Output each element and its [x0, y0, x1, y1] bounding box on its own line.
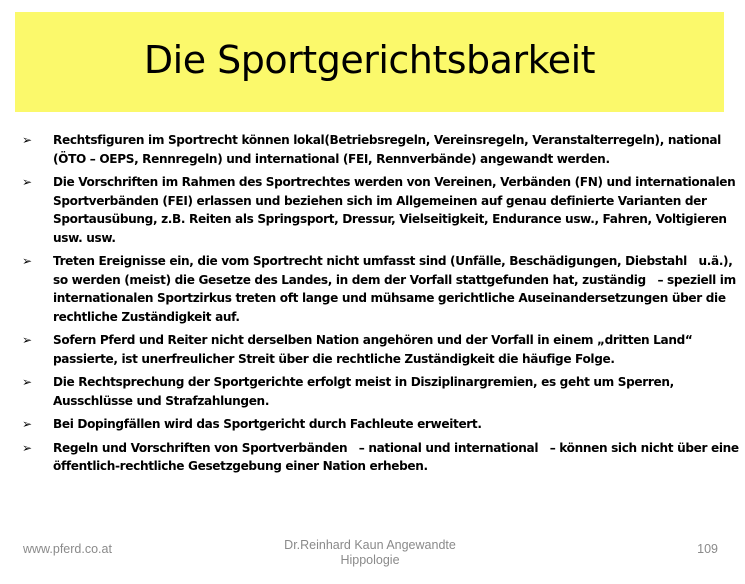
bullet-arrow-icon: ➢: [22, 440, 33, 455]
bullet-line: Bei Dopingfällen wird das Sportgericht durch Fachleute erweitert.: [53, 417, 482, 431]
footer-author: [255, 538, 485, 568]
bullet-line: Die Rechtsprechung der Sportgerichte erfolgt meist in Disziplinargremien, es geht um Sperren,: [53, 375, 674, 389]
bullet-list: [22, 131, 739, 481]
bullet-text: [53, 331, 693, 368]
bullet-arrow-icon: ➢: [22, 133, 33, 147]
bullet-item: [22, 373, 722, 410]
bullet-text: [53, 252, 736, 326]
bullet-line: Regeln und Vorschriften von Sportverbänden – national und international – können sich nicht über eine: [53, 440, 739, 455]
bullet-item: [22, 331, 722, 368]
bullet-arrow-icon: ➢: [22, 175, 33, 189]
bullet-line: Rechtsfiguren im Sportrecht können lokal(Betriebsregeln, Vereinsregeln, Veranstalterregeln), national: [53, 133, 721, 147]
footer-page-number: 109: [697, 542, 718, 556]
bullet-text: [53, 415, 482, 434]
title-banner: [15, 12, 724, 112]
bullet-text: [53, 373, 674, 410]
bullet-line: so werden (meist) die Gesetze des Landes, in dem der Vorfall stattgefunden hat, zuständig – speziell im: [53, 272, 736, 287]
slide-title: Die Sportgerichtsbarkeit: [143, 38, 596, 82]
bullet-arrow-icon: ➢: [22, 254, 33, 268]
bullet-arrow-icon: ➢: [22, 333, 33, 347]
bullet-text: [53, 439, 739, 476]
bullet-line: Treten Ereignisse ein, die vom Sportrecht nicht umfasst sind (Unfälle, Beschädigungen, Diebstahl u.ä.),: [53, 254, 733, 268]
bullet-line: Sportausübung, z.B. Reiten als Springsport, Dressur, Vielseitigkeit, Endurance usw., Fahren, Voltigieren: [53, 212, 727, 226]
bullet-item: [22, 439, 739, 476]
bullet-line: rechtliche Zuständigkeit auf.: [53, 309, 240, 324]
bullet-line: internationalen Sportzirkus treten oft lange und mühsame gerichtliche Auseinandersetzungen über die: [53, 291, 726, 305]
bullet-line: Ausschlüsse und Strafzahlungen.: [53, 393, 270, 408]
bullet-line: passierte, ist unerfreulicher Streit über die rechtliche Zuständigkeit die häufige Folge.: [53, 351, 615, 366]
bullet-item: [22, 252, 736, 326]
footer-author-line-2: Hippologie: [340, 553, 400, 567]
bullet-line: öffentlich-rechtliche Gesetzgebung einer Nation erheben.: [53, 459, 428, 473]
bullet-text: [53, 173, 735, 247]
footer-author-line-1: Dr.Reinhard Kaun Angewandte: [284, 538, 456, 552]
bullet-line: usw. usw.: [53, 230, 116, 245]
bullet-line: Die Vorschriften im Rahmen des Sportrechtes werden von Vereinen, Verbänden (FN) und internationalen: [53, 175, 736, 189]
bullet-line: Sportverbänden (FEI) erlassen und beziehen sich im Allgemeinen auf genau definierte Varianten der: [53, 193, 707, 208]
bullet-arrow-icon: ➢: [22, 417, 33, 431]
bullet-item: [22, 173, 736, 247]
bullet-text: [53, 131, 721, 168]
footer-website: www.pferd.co.at: [23, 542, 112, 556]
bullet-line: (ÖTO – OEPS, Rennregeln) und international (FEI, Rennverbände) angewandt werden.: [53, 151, 610, 166]
bullet-line: Sofern Pferd und Reiter nicht derselben Nation angehören und der Vorfall in einem „dritten Land“: [53, 333, 693, 347]
bullet-arrow-icon: ➢: [22, 375, 33, 389]
bullet-item: [22, 415, 722, 434]
bullet-item: [22, 131, 722, 168]
